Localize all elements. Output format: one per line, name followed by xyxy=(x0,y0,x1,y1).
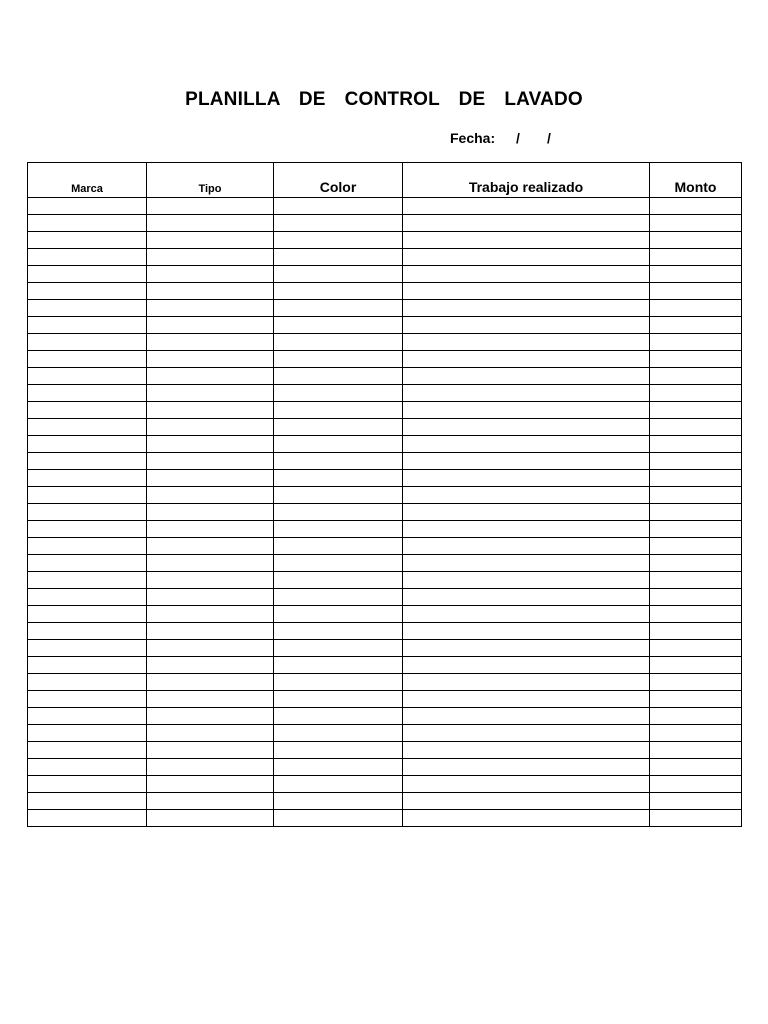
table-cell xyxy=(28,470,147,487)
table-cell xyxy=(403,657,650,674)
table-cell xyxy=(650,674,742,691)
column-header-color: Color xyxy=(274,163,403,198)
table-cell xyxy=(650,436,742,453)
table-cell xyxy=(274,708,403,725)
table-cell xyxy=(650,521,742,538)
table-row xyxy=(28,368,742,385)
table-cell xyxy=(28,198,147,215)
date-separator: / xyxy=(547,130,551,146)
table-cell xyxy=(403,215,650,232)
table-cell xyxy=(650,640,742,657)
table-cell xyxy=(274,215,403,232)
table-cell xyxy=(147,572,274,589)
table-cell xyxy=(650,725,742,742)
table-cell xyxy=(147,198,274,215)
table-cell xyxy=(274,368,403,385)
table-cell xyxy=(403,589,650,606)
column-header-monto: Monto xyxy=(650,163,742,198)
table-cell xyxy=(147,674,274,691)
table-row xyxy=(28,521,742,538)
table-cell xyxy=(650,215,742,232)
table-cell xyxy=(28,453,147,470)
table-cell xyxy=(28,793,147,810)
table-cell xyxy=(147,555,274,572)
table-cell xyxy=(274,266,403,283)
table-cell xyxy=(403,198,650,215)
table-cell xyxy=(147,657,274,674)
table-cell xyxy=(147,793,274,810)
table-cell xyxy=(650,504,742,521)
table-cell xyxy=(147,436,274,453)
table-row xyxy=(28,589,742,606)
table-cell xyxy=(147,640,274,657)
table-row xyxy=(28,453,742,470)
table-cell xyxy=(650,470,742,487)
table-cell xyxy=(274,725,403,742)
table-cell xyxy=(650,589,742,606)
table-row xyxy=(28,232,742,249)
table-cell xyxy=(147,334,274,351)
table-cell xyxy=(28,691,147,708)
table-cell xyxy=(28,555,147,572)
table-row xyxy=(28,300,742,317)
table-cell xyxy=(274,674,403,691)
table-cell xyxy=(650,538,742,555)
table-cell xyxy=(650,419,742,436)
table-cell xyxy=(274,572,403,589)
table-row xyxy=(28,640,742,657)
table-cell xyxy=(403,487,650,504)
table-cell xyxy=(147,470,274,487)
wash-control-table xyxy=(27,162,742,827)
table-cell xyxy=(274,742,403,759)
table-cell xyxy=(274,334,403,351)
table-cell xyxy=(147,742,274,759)
table-cell xyxy=(274,759,403,776)
table-cell xyxy=(28,385,147,402)
table-cell xyxy=(147,623,274,640)
table-cell xyxy=(403,368,650,385)
table-header-row xyxy=(28,163,742,198)
table-cell xyxy=(403,249,650,266)
table-cell xyxy=(403,317,650,334)
table-cell xyxy=(28,402,147,419)
table-cell xyxy=(28,640,147,657)
table-cell xyxy=(28,776,147,793)
table-row xyxy=(28,266,742,283)
table-cell xyxy=(274,623,403,640)
table-cell xyxy=(28,589,147,606)
table-cell xyxy=(147,215,274,232)
table-cell xyxy=(28,249,147,266)
table-cell xyxy=(403,266,650,283)
table-cell xyxy=(274,300,403,317)
table-cell xyxy=(28,759,147,776)
table-cell xyxy=(274,640,403,657)
table-cell xyxy=(274,776,403,793)
table-row xyxy=(28,725,742,742)
table-cell xyxy=(274,249,403,266)
table-cell xyxy=(650,453,742,470)
table-cell xyxy=(403,674,650,691)
table-cell xyxy=(274,453,403,470)
table-cell xyxy=(403,385,650,402)
table-cell xyxy=(403,606,650,623)
table-cell xyxy=(274,657,403,674)
table-cell xyxy=(28,657,147,674)
table-cell xyxy=(28,606,147,623)
table-cell xyxy=(650,759,742,776)
table-cell xyxy=(147,759,274,776)
table-row xyxy=(28,759,742,776)
table-row xyxy=(28,674,742,691)
table-cell xyxy=(403,300,650,317)
table-cell xyxy=(28,487,147,504)
table-cell xyxy=(403,334,650,351)
date-separator: / xyxy=(516,130,520,146)
table-cell xyxy=(274,351,403,368)
table-cell xyxy=(274,436,403,453)
table-cell xyxy=(147,283,274,300)
table-cell xyxy=(650,742,742,759)
table-cell xyxy=(28,538,147,555)
table-cell xyxy=(650,708,742,725)
date-label: Fecha: xyxy=(450,130,496,146)
table-row xyxy=(28,198,742,215)
table-cell xyxy=(28,368,147,385)
table-cell xyxy=(147,521,274,538)
table-cell xyxy=(147,317,274,334)
table-cell xyxy=(28,725,147,742)
table-cell xyxy=(650,402,742,419)
table-cell xyxy=(147,385,274,402)
table-cell xyxy=(403,436,650,453)
table-cell xyxy=(403,691,650,708)
table-cell xyxy=(403,793,650,810)
table-cell xyxy=(147,606,274,623)
table-row xyxy=(28,606,742,623)
table-cell xyxy=(403,504,650,521)
table-row xyxy=(28,657,742,674)
table-cell xyxy=(650,249,742,266)
table-body xyxy=(28,198,742,827)
table-cell xyxy=(274,317,403,334)
table-cell xyxy=(28,283,147,300)
table-cell xyxy=(274,555,403,572)
table-cell xyxy=(147,538,274,555)
table-cell xyxy=(147,691,274,708)
table-cell xyxy=(403,453,650,470)
table-cell xyxy=(147,232,274,249)
table-row xyxy=(28,436,742,453)
table-cell xyxy=(403,351,650,368)
table-cell xyxy=(650,283,742,300)
table-cell xyxy=(274,198,403,215)
table-cell xyxy=(403,572,650,589)
table-cell xyxy=(147,487,274,504)
table-cell xyxy=(28,334,147,351)
table-cell xyxy=(274,810,403,827)
table-cell xyxy=(403,725,650,742)
table-cell xyxy=(274,402,403,419)
table-cell xyxy=(28,232,147,249)
table-cell xyxy=(650,555,742,572)
table-row xyxy=(28,504,742,521)
table-row xyxy=(28,691,742,708)
table-cell xyxy=(274,419,403,436)
table-row xyxy=(28,742,742,759)
table-cell xyxy=(403,742,650,759)
table-row xyxy=(28,419,742,436)
table-cell xyxy=(650,691,742,708)
table-cell xyxy=(650,776,742,793)
table-cell xyxy=(147,725,274,742)
table-cell xyxy=(28,623,147,640)
table-cell xyxy=(403,470,650,487)
table-cell xyxy=(28,317,147,334)
table-row xyxy=(28,249,742,266)
table-cell xyxy=(147,249,274,266)
column-header-marca: Marca xyxy=(28,163,147,198)
table-cell xyxy=(147,419,274,436)
table-cell xyxy=(274,487,403,504)
table-cell xyxy=(147,810,274,827)
table-cell xyxy=(650,232,742,249)
table-cell xyxy=(147,351,274,368)
table-cell xyxy=(147,368,274,385)
table-row xyxy=(28,623,742,640)
table-cell xyxy=(650,317,742,334)
table-cell xyxy=(403,708,650,725)
table-cell xyxy=(28,742,147,759)
table-cell xyxy=(403,419,650,436)
table-cell xyxy=(650,793,742,810)
table-cell xyxy=(403,402,650,419)
table-cell xyxy=(650,368,742,385)
table-cell xyxy=(650,810,742,827)
table-cell xyxy=(650,334,742,351)
table-cell xyxy=(650,300,742,317)
table-row xyxy=(28,317,742,334)
table-cell xyxy=(28,436,147,453)
table-cell xyxy=(274,283,403,300)
table-cell xyxy=(147,266,274,283)
table-cell xyxy=(28,351,147,368)
table-row xyxy=(28,283,742,300)
table-cell xyxy=(147,776,274,793)
table-cell xyxy=(274,232,403,249)
table-row xyxy=(28,572,742,589)
table-cell xyxy=(147,504,274,521)
column-header-trabajo-realizado: Trabajo realizado xyxy=(403,163,650,198)
table-row xyxy=(28,487,742,504)
column-header-tipo: Tipo xyxy=(147,163,274,198)
table-row xyxy=(28,334,742,351)
table-cell xyxy=(650,198,742,215)
table-cell xyxy=(403,521,650,538)
table-cell xyxy=(274,793,403,810)
table-cell xyxy=(28,266,147,283)
table-cell xyxy=(403,810,650,827)
table-cell xyxy=(147,453,274,470)
table-cell xyxy=(403,759,650,776)
table-cell xyxy=(650,266,742,283)
table-cell xyxy=(650,351,742,368)
table-cell xyxy=(403,283,650,300)
table-cell xyxy=(650,606,742,623)
table-cell xyxy=(28,419,147,436)
table-cell xyxy=(147,402,274,419)
table-cell xyxy=(28,674,147,691)
table-row xyxy=(28,385,742,402)
table-row xyxy=(28,538,742,555)
table-cell xyxy=(403,555,650,572)
table-row xyxy=(28,810,742,827)
table-cell xyxy=(28,300,147,317)
table-cell xyxy=(274,589,403,606)
table-cell xyxy=(650,385,742,402)
table-row xyxy=(28,793,742,810)
table-row xyxy=(28,215,742,232)
table-cell xyxy=(650,623,742,640)
table-row xyxy=(28,402,742,419)
table-cell xyxy=(28,572,147,589)
document-title: PLANILLA DE CONTROL DE LAVADO xyxy=(185,89,583,110)
table-cell xyxy=(147,589,274,606)
table-cell xyxy=(28,810,147,827)
table-cell xyxy=(403,776,650,793)
table-cell xyxy=(274,504,403,521)
table-cell xyxy=(650,657,742,674)
table-cell xyxy=(403,538,650,555)
table-cell xyxy=(274,521,403,538)
table-cell xyxy=(403,232,650,249)
table-row xyxy=(28,351,742,368)
table-cell xyxy=(403,623,650,640)
table-cell xyxy=(274,470,403,487)
table-cell xyxy=(274,385,403,402)
table-cell xyxy=(28,504,147,521)
table-cell xyxy=(650,487,742,504)
table-row xyxy=(28,555,742,572)
table-row xyxy=(28,776,742,793)
table-cell xyxy=(147,300,274,317)
table-cell xyxy=(650,572,742,589)
table-row xyxy=(28,470,742,487)
table-cell xyxy=(28,215,147,232)
table-cell xyxy=(28,521,147,538)
table-cell xyxy=(28,708,147,725)
table-cell xyxy=(274,606,403,623)
table-cell xyxy=(274,691,403,708)
table-cell xyxy=(403,640,650,657)
table-cell xyxy=(274,538,403,555)
table-row xyxy=(28,708,742,725)
table-cell xyxy=(147,708,274,725)
